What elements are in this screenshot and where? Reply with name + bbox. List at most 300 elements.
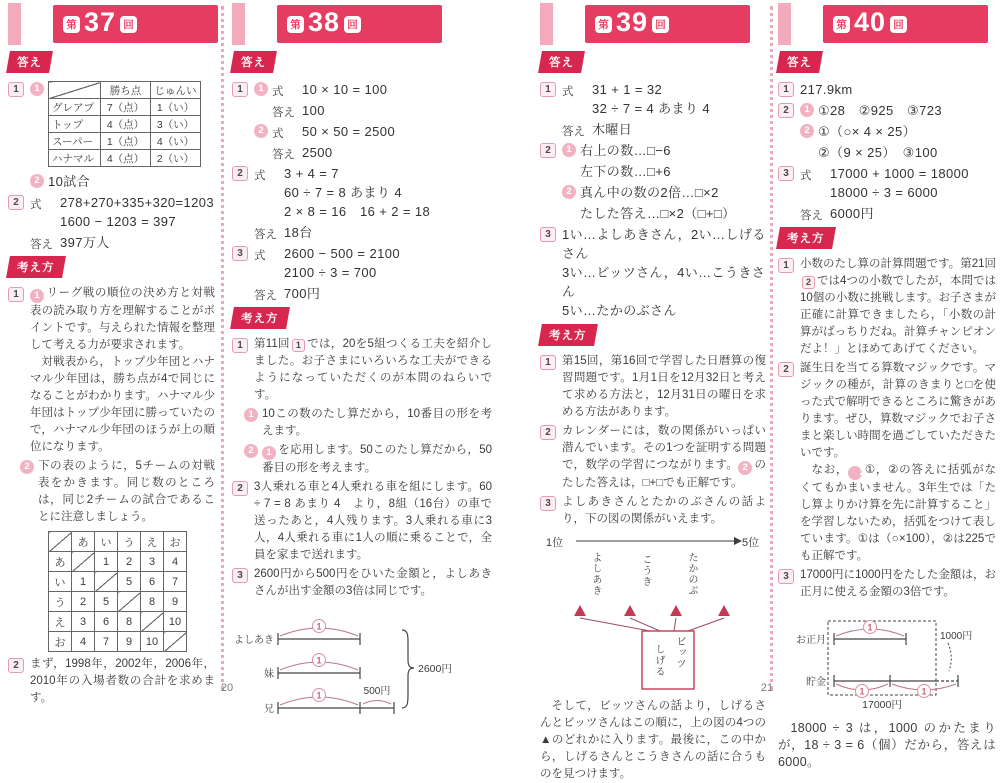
- thinking-badge-label: 考え方: [17, 262, 55, 274]
- equations: [60, 193, 214, 231]
- thinking-item-1: [232, 336, 492, 404]
- text-part: 第11回: [254, 338, 290, 350]
- equations: [284, 244, 400, 282]
- lesson-title-bar: [585, 5, 750, 43]
- answer-value: 700円: [284, 286, 321, 301]
- slot-triangle: [624, 605, 636, 616]
- thinking-badge: [538, 324, 597, 346]
- closing-paragraph: そして，ビッツさんの話より，しげるさんとビッツさんはこの順に，上の図の4つの▲のどれかに入ります。最後に，この中から，しげるさんとこうきさんの話に合うものを見つけます。: [540, 700, 766, 780]
- table-cell: 4（い）: [151, 133, 201, 150]
- text-part: のたした答えは，□+□でも正解です。: [562, 459, 767, 489]
- lesson-39-header: [540, 0, 766, 46]
- table-row: [49, 552, 187, 572]
- answer-value-row: [254, 284, 492, 303]
- thinking-item-1-2: [20, 458, 215, 526]
- table-cell: [164, 632, 187, 652]
- bar-label: 貯金: [806, 677, 826, 688]
- connector-line: [580, 618, 650, 631]
- thinking-badge: [776, 227, 835, 249]
- table-cell: 7: [95, 632, 118, 652]
- question-number: 3: [540, 496, 556, 511]
- thinking-badge-label: 考え方: [549, 330, 587, 342]
- table-header-cell: い: [95, 532, 118, 552]
- formula-label: 式: [254, 170, 266, 182]
- answer-label: 答え: [30, 239, 53, 251]
- header-tab: [8, 3, 21, 45]
- answer-item-1-2: [30, 172, 215, 191]
- question-number: 1: [778, 258, 794, 273]
- total-amount-label: 17000円: [862, 699, 902, 711]
- thinking-text: まず，1998年，2002年，2006年，2010年の入場者数の合計を求めます。: [30, 658, 215, 704]
- answer-item-2: [778, 101, 996, 120]
- equation-line: 2 × 8 = 16 16 + 2 = 18: [284, 204, 431, 219]
- table-row: [49, 99, 201, 116]
- answer-badge: [538, 51, 585, 73]
- answer-line: ①（○× 4 × 25）: [818, 124, 917, 139]
- answer-value: 木曜日: [592, 122, 633, 137]
- column-divider: [221, 6, 224, 690]
- table-header-cell: あ: [72, 532, 95, 552]
- equation-line: 50 × 50 = 2500: [302, 124, 396, 139]
- thinking-sub-2: [244, 442, 492, 477]
- question-number: 1: [8, 287, 24, 302]
- answer-item-3: [778, 164, 996, 202]
- answer-value: 10試合: [48, 174, 91, 189]
- paragraph: 対戦表から，トップ少年団とハナマル少年団は，勝ち点が4で同じになることがわかります。ハナマル少年団はトップ少年団に勝っていたので，ハナマル少年団のほうが上の順位になります。: [30, 356, 215, 453]
- table-cell: え: [49, 612, 72, 632]
- answer-item-1: [232, 80, 492, 99]
- dai-box: 第: [63, 16, 80, 33]
- answer-label: 答え: [254, 229, 277, 241]
- page-number-left: 20: [220, 682, 234, 694]
- lesson-number: 38: [308, 7, 341, 37]
- dai-box: 第: [595, 16, 612, 33]
- ranking-diagram: [546, 534, 766, 694]
- kai-box: 回: [120, 16, 137, 33]
- thinking-item-2: [540, 423, 766, 492]
- thinking-badge-label: 考え方: [241, 313, 279, 325]
- lesson-title-bar: [277, 5, 442, 43]
- column-lesson-39: [540, 0, 766, 783]
- rank-name-1: よしあき: [590, 552, 601, 596]
- inline-sub-number: 1: [262, 446, 276, 460]
- match-grid-table: [48, 531, 187, 652]
- text-part: では4つの小数でしたが，本問では10個の小数に挑戦します。お子さまが正確に計算できましたら，「小数の計算がばっちりだね。計算チャンピオンだよ！」とほめてあげてください。: [800, 275, 996, 355]
- header-tab: [778, 3, 791, 45]
- header-tab: [540, 3, 553, 45]
- thinking-text: 下の表のように，5チームの対戦表をかきます。同じ数のところは，同じ2チームの試合であることに注意しましょう。: [38, 460, 215, 523]
- header-tab: [232, 3, 245, 45]
- question-number: 2: [8, 195, 24, 210]
- bar-label: よしあき: [234, 635, 274, 646]
- connector-line: [688, 618, 724, 631]
- sub-question-number: 2: [244, 444, 258, 458]
- formula-label: 式: [562, 86, 574, 98]
- extra-amount-label: 1000円: [940, 631, 973, 642]
- formula-label: 式: [272, 86, 284, 98]
- inline-sub-number: 2: [738, 461, 752, 475]
- lesson-37-header: [8, 0, 215, 46]
- answer-line: ①28 ②925 ③723: [818, 103, 943, 118]
- thinking-text: [262, 442, 492, 477]
- sub-question-number: 1: [244, 408, 258, 422]
- rank-name-3: たかのぶ: [686, 552, 697, 596]
- savings-bar-diagram: [788, 607, 996, 716]
- table-cell: 3: [72, 612, 95, 632]
- sub-question-number: 1: [254, 82, 268, 96]
- table-cell: 7: [164, 572, 187, 592]
- answer-item-1: [540, 80, 766, 118]
- question-number: 3: [778, 166, 794, 181]
- table-cell: 6: [141, 572, 164, 592]
- answer-lines: [562, 225, 766, 320]
- answer-value-row: [30, 233, 215, 252]
- table-cell: 1（点）: [101, 133, 151, 150]
- table-cell: 5: [118, 572, 141, 592]
- table-cell: 4: [164, 552, 187, 572]
- thinking-text: 17000円に1000円をたした金額は，お正月に使える金額の3倍です。: [800, 569, 996, 598]
- question-number: 3: [778, 569, 794, 584]
- table-cell: 9: [118, 632, 141, 652]
- slot-triangle: [718, 605, 730, 616]
- answer-badge: [776, 51, 823, 73]
- equation-line: 2100 ÷ 3 = 700: [284, 265, 377, 280]
- equation-line: 278+270+335+320=1203: [60, 195, 215, 210]
- question-number: 2: [232, 481, 248, 496]
- answer-badge-label: 答え: [549, 57, 574, 69]
- kai-box: 回: [652, 16, 669, 33]
- column-lesson-38: [232, 0, 492, 733]
- answer-line: 3い…ビッツさん，4い…こうきさん: [562, 265, 766, 299]
- answer-value-row: [254, 223, 492, 242]
- unit-number: 1: [316, 655, 322, 666]
- unit-number: 1: [859, 686, 865, 697]
- question-number: 1: [8, 82, 24, 97]
- table-cell: 3（い）: [151, 116, 201, 133]
- paragraph: リーグ戦の順位の決め方と対戦表の読み取り方を理解することがポイントです。与えられた情報を整理して考える力が要求されます。: [30, 287, 215, 351]
- answer-value-row: [272, 143, 492, 162]
- text-part: では，20を5組つくる工夫を紹介しました。お子さまにいろいろな工夫ができるようになっていただくのが本問のねらいです。: [254, 338, 492, 401]
- thinking-item-3: [540, 494, 766, 528]
- question-number: 2: [232, 166, 248, 181]
- sub-question-number: 2: [30, 174, 44, 188]
- bar-label: 妹: [264, 669, 274, 680]
- question-number: 2: [8, 658, 24, 673]
- table-cell: 8: [118, 612, 141, 632]
- answer-line-row: [818, 143, 996, 162]
- table-row: [49, 592, 187, 612]
- thinking-item-2: [8, 656, 215, 707]
- equation-line: 1600 − 1203 = 397: [60, 214, 176, 229]
- table-cell: お: [49, 632, 72, 652]
- table-cell: あ: [49, 552, 72, 572]
- thinking-text: [30, 285, 215, 456]
- league-result-table: [48, 81, 201, 167]
- table-row: [49, 133, 201, 150]
- savings-bar-figure: [788, 607, 993, 711]
- formula-label: 式: [800, 170, 812, 182]
- table-row: [49, 572, 187, 592]
- question-number: 2: [540, 143, 556, 158]
- sub-question-number: 1: [30, 289, 44, 303]
- table-cell: 5: [95, 592, 118, 612]
- equation-line: 10 × 10 = 100: [302, 82, 388, 97]
- thinking-item-1: [540, 353, 766, 421]
- table-cell: 1: [72, 572, 95, 592]
- box-name-left: しげる: [653, 644, 664, 677]
- inline-sub-number: 2: [848, 466, 862, 480]
- table-header-cell: え: [141, 532, 164, 552]
- column-lesson-40: [778, 0, 996, 771]
- table-cell: い: [49, 572, 72, 592]
- sub-question-number: 1: [30, 82, 44, 96]
- answer-value-row: [272, 101, 492, 120]
- dai-box: 第: [287, 16, 304, 33]
- question-number: 1: [778, 82, 794, 97]
- answer-badge: [6, 51, 53, 73]
- question-number: 2: [540, 425, 556, 440]
- lesson-40-header: [778, 0, 996, 46]
- table-cell: [118, 592, 141, 612]
- extra-amount-label: 500円: [363, 686, 391, 697]
- table-row: [49, 532, 187, 552]
- answer-label: 答え: [272, 107, 295, 119]
- brace: [402, 630, 414, 708]
- answer-item-2: [540, 141, 766, 160]
- question-number: 1: [540, 82, 556, 97]
- thinking-text: 2600円から500円をひいた金額と，よしあきさんが出す金額の3倍は同じです。: [254, 568, 492, 597]
- column-lesson-37: [8, 0, 215, 709]
- table-cell: 2（い）: [151, 150, 201, 167]
- thinking-badge: [6, 256, 65, 278]
- table-cell: 4: [72, 632, 95, 652]
- inline-question-box: 2: [802, 276, 815, 289]
- table-cell: [95, 572, 118, 592]
- answer-value-row: [800, 204, 996, 223]
- thinking-item-2: [232, 479, 492, 564]
- text-part: 小数のたし算の計算問題です。第21回: [800, 258, 996, 270]
- equations: [830, 164, 969, 202]
- answer-value: 6000円: [830, 206, 874, 221]
- table-cell: トップ: [49, 116, 101, 133]
- rank-name-2: こうき: [640, 554, 651, 587]
- answer-label: 答え: [562, 126, 585, 138]
- thinking-text: [800, 256, 996, 358]
- equation-line: 18000 ÷ 3 = 6000: [830, 185, 938, 200]
- table-cell: ハナマル: [49, 150, 101, 167]
- table-cell: 4（点）: [101, 150, 151, 167]
- answer-badge-label: 答え: [787, 57, 812, 69]
- question-number: 1: [540, 355, 556, 370]
- equation-line: 32 ÷ 7 = 4 あまり 4: [592, 101, 710, 116]
- sub-question-number: 2: [800, 124, 814, 138]
- question-number: 1: [232, 82, 248, 97]
- lesson-number: 37: [84, 7, 117, 37]
- equation-line: 31 + 1 = 32: [592, 82, 663, 97]
- thinking-sub-1: [244, 406, 492, 440]
- answer-value: 100: [302, 103, 325, 118]
- column-divider: [770, 6, 773, 690]
- thinking-text: [254, 336, 492, 404]
- thinking-item-1: [778, 256, 996, 358]
- text-part: を応用します。50このたし算だから，50番目の形を考えます。: [262, 444, 492, 474]
- table-cell: [72, 552, 95, 572]
- thinking-item-1: [8, 285, 215, 456]
- lesson-title-bar: [823, 5, 988, 43]
- answer-value-row: [562, 120, 766, 139]
- thinking-item-3: [232, 566, 492, 600]
- table-cell: 3: [141, 552, 164, 572]
- connector-line: [674, 618, 676, 631]
- table-row: [49, 116, 201, 133]
- text-part: カレンダーには，数の関係がいっぱい潜んでいます。その1つを証明する問題で，数学の学習につながります。: [562, 425, 766, 471]
- paragraph: 誕生日を当てる算数マジックです。マジックの種が，計算のきまりと□を使った式で解明できるところに驚きがあります。ぜひ，算数マジックでお子さまと楽しい時間を過ごしていただきたいです。: [800, 362, 996, 459]
- equation-line: 2600 − 500 = 2100: [284, 246, 400, 261]
- table-cell: 9: [164, 592, 187, 612]
- equation-line: 3 + 4 = 7: [284, 166, 339, 181]
- table-corner-cell: [49, 82, 101, 99]
- money-bar-diagram: [232, 606, 492, 733]
- answer-item-1: [778, 80, 996, 99]
- answer-line: たした答え…□×2（□+□）: [580, 206, 736, 221]
- table-cell: う: [49, 592, 72, 612]
- text-part: ①，②の答えに括弧がなくてもかまいません。3年生では「たし算よりかけ算を先に計算すること」を学習しないため，括弧をつけて表しています。①は（○×100），②は225でも正解です。: [800, 464, 997, 562]
- table-row: [49, 632, 187, 652]
- closing-paragraph: 18000 ÷ 3 は，1000 のかたまりが，18 ÷ 3 = 6（個）だから，答えは 6000。: [778, 721, 996, 769]
- table-cell: 2: [72, 592, 95, 612]
- table-cell: グレアプ: [49, 99, 101, 116]
- answer-badge-label: 答え: [241, 57, 266, 69]
- table-cell: 10: [141, 632, 164, 652]
- equations: [284, 164, 430, 221]
- rank-arrow-head: [734, 537, 742, 545]
- question-number: 3: [540, 227, 556, 242]
- box-name-right: ビッツ: [674, 636, 685, 669]
- question-number: 1: [232, 338, 248, 353]
- table-corner-cell: [49, 532, 72, 552]
- answer-line: 真ん中の数の2倍…□×2: [580, 185, 719, 200]
- question-number: 2: [778, 103, 794, 118]
- slot-triangle: [574, 605, 586, 616]
- connector-line: [630, 618, 660, 631]
- answer-value: 397万人: [60, 235, 110, 250]
- dai-box: 第: [833, 16, 850, 33]
- thinking-item-3: [778, 567, 996, 601]
- rank-5-label: 5位: [742, 537, 760, 549]
- table-cell: 10: [164, 612, 187, 632]
- table-cell: 8: [141, 592, 164, 612]
- answer-item-1: [8, 80, 215, 170]
- answer-item-2-2: [800, 122, 996, 141]
- formula-label: 式: [254, 250, 266, 262]
- table-cell: 1: [95, 552, 118, 572]
- thinking-text: 3人乗れる車と4人乗れる車を組にします。60 ÷ 7 = 8 あまり 4 より，8組（16台）の車で送ったあと，4人残ります。3人乗れる車に3人，4人乗れる車に1人の順に乗ることで，全員を家まで送れます。: [254, 481, 492, 561]
- total-amount-label: 2600円: [418, 663, 452, 675]
- answer-line: 5い…たかのぶさん: [562, 303, 677, 318]
- inline-question-box: 1: [292, 339, 305, 352]
- answer-item-2: [232, 164, 492, 221]
- thinking-text: 10この数のたし算だから，10番目の形を考えます。: [262, 408, 492, 437]
- lesson-number: 39: [616, 7, 649, 37]
- formula-label: 式: [30, 199, 42, 211]
- answer-value: 18台: [284, 225, 313, 240]
- thinking-badge: [230, 307, 289, 329]
- sub-question-number: 1: [562, 143, 576, 157]
- rank-1-label: 1位: [546, 537, 564, 549]
- unit-number: 1: [316, 621, 322, 632]
- table-row: [49, 612, 187, 632]
- formula-label: 式: [272, 128, 284, 140]
- answer-line: ②（9 × 25） ③100: [818, 145, 938, 160]
- thinking-text: [562, 423, 766, 492]
- answer-label: 答え: [272, 149, 295, 161]
- equations: [592, 80, 710, 118]
- money-bar-figure: [232, 606, 472, 728]
- answer-item-3: [232, 244, 492, 282]
- table-cell: 2: [118, 552, 141, 572]
- table-cell: スーパー: [49, 133, 101, 150]
- table-cell: 4（点）: [101, 116, 151, 133]
- lesson-title-bar: [53, 5, 218, 43]
- question-number: 2: [778, 362, 794, 377]
- answer-item-2-2: [562, 183, 766, 202]
- table-cell: 1（い）: [151, 99, 201, 116]
- table-header-cell: お: [164, 532, 187, 552]
- answer-item-2: [8, 193, 215, 231]
- sub-question-number: 2: [20, 460, 34, 474]
- answer-label: 答え: [800, 210, 823, 222]
- table-header-cell: じゅんい: [151, 82, 201, 99]
- unit-number: 1: [921, 686, 927, 697]
- question-number: 3: [232, 568, 248, 583]
- answer-badge-label: 答え: [17, 57, 42, 69]
- answer-badge: [230, 51, 277, 73]
- answer-item-1-2: [254, 122, 492, 141]
- paragraph: [800, 462, 996, 565]
- page-number-right: 21: [760, 682, 774, 694]
- answer-line: 左下の数…□+6: [580, 164, 671, 179]
- bar-label: 兄: [264, 704, 274, 715]
- sub-question-number: 1: [800, 103, 814, 117]
- slot-triangle: [670, 605, 682, 616]
- unit-number: 1: [867, 622, 873, 633]
- extra-arc: [363, 701, 391, 705]
- table-row: [49, 150, 201, 167]
- thinking-item-2: [778, 360, 996, 565]
- answer-line-row: [580, 204, 766, 223]
- group-dashed-box: [828, 621, 936, 695]
- table-row: [49, 82, 201, 99]
- thinking-badge-label: 考え方: [787, 233, 825, 245]
- table-cell: 6: [95, 612, 118, 632]
- extra-callout: [948, 643, 951, 671]
- answer-value: 2500: [302, 145, 333, 160]
- kai-box: 回: [344, 16, 361, 33]
- thinking-text: [800, 360, 996, 565]
- table-header-cell: う: [118, 532, 141, 552]
- thinking-text: 第15回，第16回で学習した日暦算の復習問題です。1月1日を12月32日と考えて求める方法と，12月31日の曜日を求める方法があります。: [562, 355, 766, 418]
- question-number: 3: [232, 246, 248, 261]
- sub-question-number: 2: [254, 124, 268, 138]
- equation-line: 60 ÷ 7 = 8 あまり 4: [284, 185, 402, 200]
- kai-box: 回: [890, 16, 907, 33]
- answer-line-row: [580, 162, 766, 181]
- table-header-cell: 勝ち点: [101, 82, 151, 99]
- answer-item-3: [540, 225, 766, 320]
- sub-question-number: 2: [562, 185, 576, 199]
- answer-value: 217.9km: [800, 82, 853, 97]
- unit-number: 1: [316, 690, 322, 701]
